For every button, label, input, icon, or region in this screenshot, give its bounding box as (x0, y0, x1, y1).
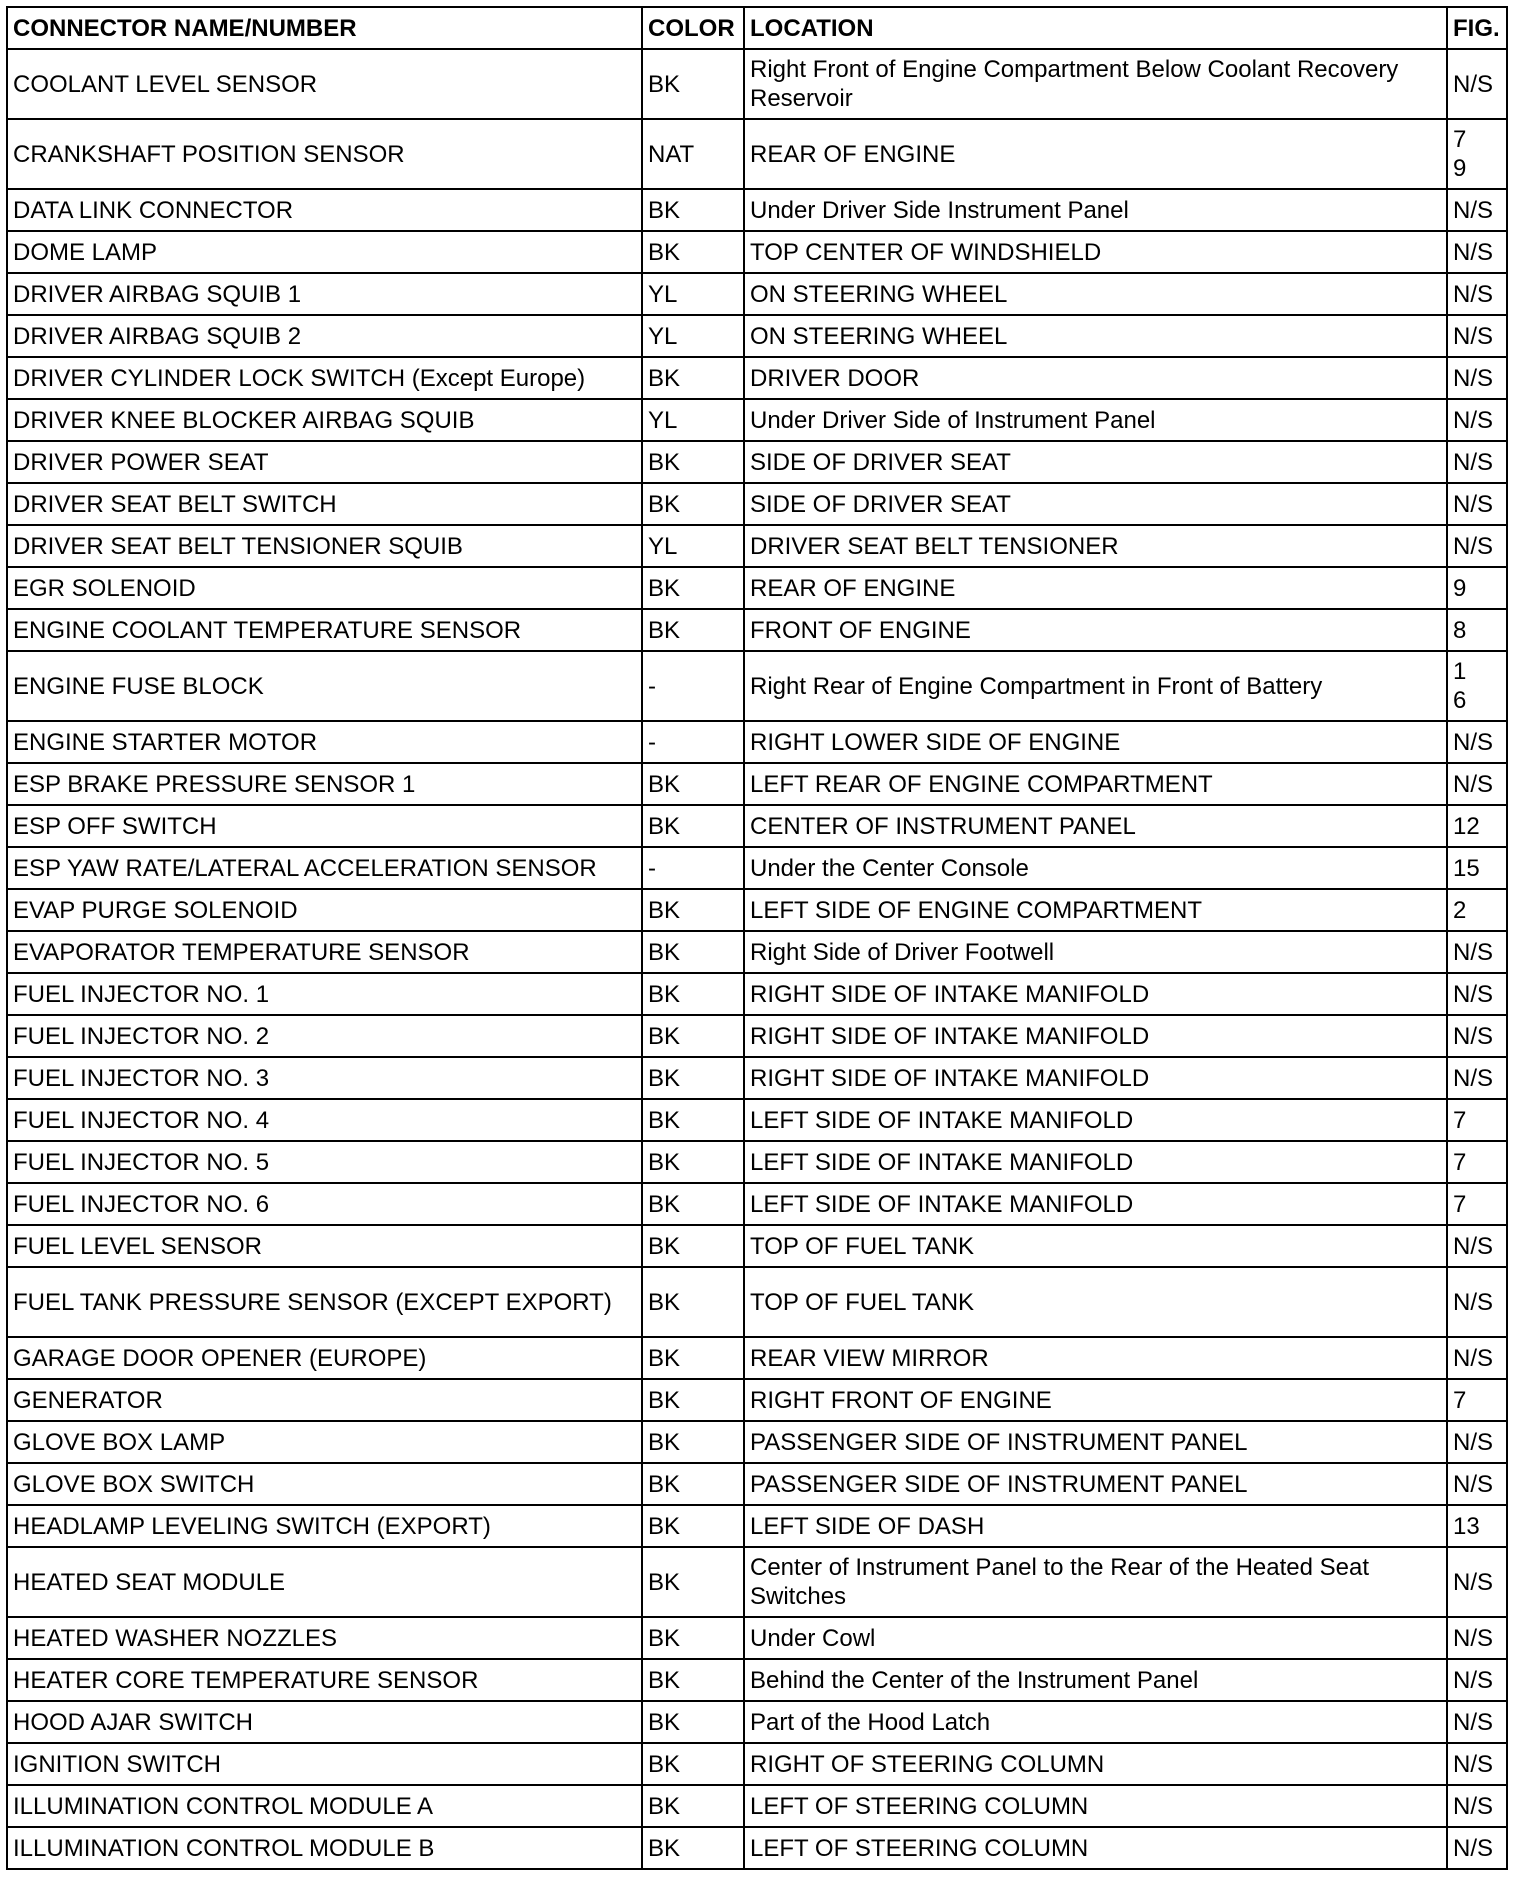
table-body (7, 49, 1507, 1869)
fig-value: 7 (1453, 1386, 1467, 1414)
fig-value: N/S (1453, 1064, 1494, 1092)
fig-value: N/S (1453, 1750, 1494, 1778)
connector-name-cell: FUEL INJECTOR NO. 3 (7, 1057, 642, 1099)
location-cell: Under the Center Console (744, 847, 1447, 889)
connector-name-cell: IGNITION SWITCH (7, 1743, 642, 1785)
fig-value: N/S (1453, 1708, 1494, 1736)
location-cell: REAR OF ENGINE (744, 119, 1447, 189)
table-row (7, 119, 1507, 189)
fig-value: 9 (1453, 155, 1467, 182)
table-row (7, 1057, 1507, 1099)
fig-value: 7 (1453, 1148, 1467, 1176)
table-row (7, 847, 1507, 889)
color-cell: BK (642, 441, 744, 483)
connector-name-cell: GENERATOR (7, 1379, 642, 1421)
fig-value: N/S (1453, 322, 1494, 350)
fig-cell (1447, 1015, 1507, 1057)
table-row (7, 567, 1507, 609)
fig-value: 6 (1453, 687, 1467, 714)
color-cell: - (642, 721, 744, 763)
fig-cell (1447, 567, 1507, 609)
fig-value: 15 (1453, 854, 1480, 882)
connector-name-cell: DRIVER AIRBAG SQUIB 2 (7, 315, 642, 357)
fig-cell (1447, 1267, 1507, 1337)
fig-value: N/S (1453, 1288, 1494, 1316)
fig-value: 12 (1453, 812, 1480, 840)
connector-name-cell: GARAGE DOOR OPENER (EUROPE) (7, 1337, 642, 1379)
table-row (7, 1505, 1507, 1547)
fig-value: N/S (1453, 406, 1494, 434)
table-row (7, 49, 1507, 119)
connector-name-cell: GLOVE BOX LAMP (7, 1421, 642, 1463)
location-cell: Under Driver Side Instrument Panel (744, 189, 1447, 231)
location-cell: LEFT SIDE OF ENGINE COMPARTMENT (744, 889, 1447, 931)
connector-name-cell: GLOVE BOX SWITCH (7, 1463, 642, 1505)
connector-name-cell: ESP BRAKE PRESSURE SENSOR 1 (7, 763, 642, 805)
table-row (7, 399, 1507, 441)
fig-cell (1447, 1743, 1507, 1785)
connector-name-cell: DRIVER CYLINDER LOCK SWITCH (Except Europe) (7, 357, 642, 399)
connector-name-cell: HEATER CORE TEMPERATURE SENSOR (7, 1659, 642, 1701)
fig-value: N/S (1453, 938, 1494, 966)
connector-name-cell: HEATED SEAT MODULE (7, 1547, 642, 1617)
location-cell: TOP OF FUEL TANK (744, 1267, 1447, 1337)
color-cell: BK (642, 1141, 744, 1183)
fig-value: N/S (1453, 1470, 1494, 1498)
fig-cell (1447, 847, 1507, 889)
fig-value: 8 (1453, 616, 1467, 644)
location-cell: Under Cowl (744, 1617, 1447, 1659)
fig-value: N/S (1453, 1428, 1494, 1456)
table-row (7, 1785, 1507, 1827)
color-cell: BK (642, 1337, 744, 1379)
header-location: LOCATION (744, 7, 1447, 49)
fig-value: N/S (1453, 770, 1494, 798)
fig-cell (1447, 231, 1507, 273)
fig-cell (1447, 805, 1507, 847)
fig-value: N/S (1453, 196, 1494, 224)
location-cell: RIGHT OF STEERING COLUMN (744, 1743, 1447, 1785)
fig-value: N/S (1453, 1834, 1494, 1862)
location-cell: PASSENGER SIDE OF INSTRUMENT PANEL (744, 1463, 1447, 1505)
connector-name-cell: EVAP PURGE SOLENOID (7, 889, 642, 931)
connector-location-sheet (6, 6, 1506, 1870)
color-cell: BK (642, 1505, 744, 1547)
color-cell: BK (642, 1659, 744, 1701)
header-color: COLOR (642, 7, 744, 49)
location-cell: REAR VIEW MIRROR (744, 1337, 1447, 1379)
location-cell: LEFT REAR OF ENGINE COMPARTMENT (744, 763, 1447, 805)
color-cell: BK (642, 1057, 744, 1099)
table-row (7, 889, 1507, 931)
table-row (7, 1659, 1507, 1701)
table-row (7, 231, 1507, 273)
fig-cell (1447, 1701, 1507, 1743)
connector-name-cell: HEADLAMP LEVELING SWITCH (EXPORT) (7, 1505, 642, 1547)
connector-name-cell: FUEL INJECTOR NO. 1 (7, 973, 642, 1015)
location-cell: Center of Instrument Panel to the Rear of the Heated Seat Switches (744, 1547, 1447, 1617)
table-row (7, 1421, 1507, 1463)
table-row (7, 1379, 1507, 1421)
fig-cell (1447, 1099, 1507, 1141)
fig-cell (1447, 1617, 1507, 1659)
location-cell: SIDE OF DRIVER SEAT (744, 441, 1447, 483)
table-row (7, 1337, 1507, 1379)
table-row (7, 525, 1507, 567)
location-cell: REAR OF ENGINE (744, 567, 1447, 609)
color-cell: BK (642, 805, 744, 847)
fig-cell (1447, 651, 1507, 721)
fig-cell (1447, 399, 1507, 441)
fig-value: N/S (1453, 1568, 1494, 1596)
color-cell: BK (642, 189, 744, 231)
location-cell: PASSENGER SIDE OF INSTRUMENT PANEL (744, 1421, 1447, 1463)
location-cell: TOP CENTER OF WINDSHIELD (744, 231, 1447, 273)
fig-cell (1447, 1141, 1507, 1183)
location-cell: RIGHT FRONT OF ENGINE (744, 1379, 1447, 1421)
color-cell: BK (642, 1421, 744, 1463)
fig-value: N/S (1453, 1022, 1494, 1050)
color-cell: BK (642, 973, 744, 1015)
connector-name-cell: DRIVER SEAT BELT TENSIONER SQUIB (7, 525, 642, 567)
fig-cell (1447, 315, 1507, 357)
table-row (7, 763, 1507, 805)
color-cell: BK (642, 1183, 744, 1225)
color-cell: - (642, 847, 744, 889)
table-row (7, 609, 1507, 651)
fig-value: N/S (1453, 448, 1494, 476)
location-cell: RIGHT SIDE OF INTAKE MANIFOLD (744, 1015, 1447, 1057)
fig-value: N/S (1453, 1666, 1494, 1694)
table-row (7, 1701, 1507, 1743)
table-row (7, 1225, 1507, 1267)
color-cell: BK (642, 1743, 744, 1785)
fig-value: 7 (1453, 126, 1467, 153)
connector-name-cell: ENGINE FUSE BLOCK (7, 651, 642, 721)
color-cell: BK (642, 49, 744, 119)
table-row (7, 1547, 1507, 1617)
fig-cell (1447, 931, 1507, 973)
table-row (7, 651, 1507, 721)
location-cell: Right Rear of Engine Compartment in Front of Battery (744, 651, 1447, 721)
fig-cell (1447, 1659, 1507, 1701)
fig-value: N/S (1453, 280, 1494, 308)
table-row (7, 483, 1507, 525)
table-row (7, 1141, 1507, 1183)
color-cell: BK (642, 231, 744, 273)
color-cell: BK (642, 483, 744, 525)
table-row (7, 315, 1507, 357)
connector-name-cell: ESP OFF SWITCH (7, 805, 642, 847)
location-cell: RIGHT LOWER SIDE OF ENGINE (744, 721, 1447, 763)
fig-cell (1447, 1785, 1507, 1827)
table-row (7, 1463, 1507, 1505)
table-row (7, 1267, 1507, 1337)
table-row (7, 931, 1507, 973)
connector-name-cell: DRIVER SEAT BELT SWITCH (7, 483, 642, 525)
fig-value: 9 (1453, 574, 1467, 602)
color-cell: BK (642, 567, 744, 609)
color-cell: BK (642, 1015, 744, 1057)
color-cell: BK (642, 357, 744, 399)
location-cell: LEFT SIDE OF DASH (744, 1505, 1447, 1547)
table-row (7, 1743, 1507, 1785)
table-row (7, 1827, 1507, 1869)
table-row (7, 1099, 1507, 1141)
location-cell: CENTER OF INSTRUMENT PANEL (744, 805, 1447, 847)
color-cell: BK (642, 1785, 744, 1827)
fig-value: N/S (1453, 490, 1494, 518)
connector-name-cell: EVAPORATOR TEMPERATURE SENSOR (7, 931, 642, 973)
location-cell: RIGHT SIDE OF INTAKE MANIFOLD (744, 1057, 1447, 1099)
fig-cell (1447, 973, 1507, 1015)
table-header-row (7, 7, 1507, 49)
location-cell: DRIVER SEAT BELT TENSIONER (744, 525, 1447, 567)
fig-value: N/S (1453, 1344, 1494, 1372)
fig-cell (1447, 357, 1507, 399)
connector-name-cell: DRIVER POWER SEAT (7, 441, 642, 483)
fig-value: 13 (1453, 1512, 1480, 1540)
fig-value: 2 (1453, 896, 1467, 924)
table-row (7, 1183, 1507, 1225)
location-cell: LEFT SIDE OF INTAKE MANIFOLD (744, 1099, 1447, 1141)
fig-cell (1447, 1827, 1507, 1869)
fig-cell (1447, 1463, 1507, 1505)
fig-value: N/S (1453, 1792, 1494, 1820)
fig-cell (1447, 483, 1507, 525)
fig-value: N/S (1453, 532, 1494, 560)
fig-cell (1447, 609, 1507, 651)
fig-cell (1447, 763, 1507, 805)
color-cell: BK (642, 1701, 744, 1743)
fig-cell (1447, 1547, 1507, 1617)
location-cell: LEFT OF STEERING COLUMN (744, 1785, 1447, 1827)
fig-value: 7 (1453, 1190, 1467, 1218)
color-cell: YL (642, 525, 744, 567)
fig-cell (1447, 1225, 1507, 1267)
fig-value: N/S (1453, 728, 1494, 756)
fig-cell (1447, 525, 1507, 567)
table-row (7, 973, 1507, 1015)
table-row (7, 357, 1507, 399)
color-cell: BK (642, 1463, 744, 1505)
location-cell: SIDE OF DRIVER SEAT (744, 483, 1447, 525)
fig-cell (1447, 119, 1507, 189)
fig-cell (1447, 1505, 1507, 1547)
color-cell: BK (642, 1267, 744, 1337)
connector-name-cell: DOME LAMP (7, 231, 642, 273)
location-cell: ON STEERING WHEEL (744, 315, 1447, 357)
table-row (7, 441, 1507, 483)
color-cell: YL (642, 315, 744, 357)
fig-cell (1447, 721, 1507, 763)
connector-name-cell: HOOD AJAR SWITCH (7, 1701, 642, 1743)
color-cell: BK (642, 1827, 744, 1869)
fig-value: N/S (1453, 70, 1494, 98)
fig-cell (1447, 1057, 1507, 1099)
connector-name-cell: FUEL INJECTOR NO. 4 (7, 1099, 642, 1141)
fig-value: N/S (1453, 1232, 1494, 1260)
location-cell: Right Front of Engine Compartment Below Coolant Recovery Reservoir (744, 49, 1447, 119)
location-cell: TOP OF FUEL TANK (744, 1225, 1447, 1267)
location-cell: LEFT OF STEERING COLUMN (744, 1827, 1447, 1869)
color-cell: NAT (642, 119, 744, 189)
connector-name-cell: ILLUMINATION CONTROL MODULE A (7, 1785, 642, 1827)
location-cell: DRIVER DOOR (744, 357, 1447, 399)
location-cell: LEFT SIDE OF INTAKE MANIFOLD (744, 1183, 1447, 1225)
connector-name-cell: COOLANT LEVEL SENSOR (7, 49, 642, 119)
connector-name-cell: ENGINE COOLANT TEMPERATURE SENSOR (7, 609, 642, 651)
color-cell: - (642, 651, 744, 721)
color-cell: BK (642, 763, 744, 805)
connector-name-cell: DRIVER KNEE BLOCKER AIRBAG SQUIB (7, 399, 642, 441)
fig-cell (1447, 889, 1507, 931)
color-cell: BK (642, 1225, 744, 1267)
fig-cell (1447, 189, 1507, 231)
fig-value: N/S (1453, 1624, 1494, 1652)
location-cell: RIGHT SIDE OF INTAKE MANIFOLD (744, 973, 1447, 1015)
connector-name-cell: FUEL LEVEL SENSOR (7, 1225, 642, 1267)
connector-name-cell: ENGINE STARTER MOTOR (7, 721, 642, 763)
connector-location-table (6, 6, 1508, 1870)
connector-name-cell: DATA LINK CONNECTOR (7, 189, 642, 231)
location-cell: Under Driver Side of Instrument Panel (744, 399, 1447, 441)
color-cell: BK (642, 1617, 744, 1659)
fig-cell (1447, 49, 1507, 119)
fig-cell (1447, 273, 1507, 315)
color-cell: BK (642, 609, 744, 651)
location-cell: FRONT OF ENGINE (744, 609, 1447, 651)
location-cell: Right Side of Driver Footwell (744, 931, 1447, 973)
location-cell: Behind the Center of the Instrument Panel (744, 1659, 1447, 1701)
fig-value: N/S (1453, 364, 1494, 392)
color-cell: BK (642, 1099, 744, 1141)
fig-cell (1447, 1183, 1507, 1225)
table-row (7, 189, 1507, 231)
fig-cell (1447, 1337, 1507, 1379)
fig-value: N/S (1453, 980, 1494, 1008)
connector-name-cell: HEATED WASHER NOZZLES (7, 1617, 642, 1659)
header-fig: FIG. (1447, 7, 1507, 49)
fig-value: 7 (1453, 1106, 1467, 1134)
color-cell: YL (642, 273, 744, 315)
connector-name-cell: ILLUMINATION CONTROL MODULE B (7, 1827, 642, 1869)
table-row (7, 721, 1507, 763)
table-row (7, 805, 1507, 847)
connector-name-cell: FUEL INJECTOR NO. 2 (7, 1015, 642, 1057)
fig-cell (1447, 1379, 1507, 1421)
connector-name-cell: CRANKSHAFT POSITION SENSOR (7, 119, 642, 189)
connector-name-cell: FUEL INJECTOR NO. 5 (7, 1141, 642, 1183)
location-cell: Part of the Hood Latch (744, 1701, 1447, 1743)
connector-name-cell: FUEL INJECTOR NO. 6 (7, 1183, 642, 1225)
table-row (7, 1617, 1507, 1659)
color-cell: BK (642, 889, 744, 931)
color-cell: BK (642, 931, 744, 973)
location-cell: LEFT SIDE OF INTAKE MANIFOLD (744, 1141, 1447, 1183)
table-row (7, 1015, 1507, 1057)
table-row (7, 273, 1507, 315)
color-cell: YL (642, 399, 744, 441)
fig-value: 1 (1453, 658, 1467, 685)
location-cell: ON STEERING WHEEL (744, 273, 1447, 315)
color-cell: BK (642, 1379, 744, 1421)
fig-value: N/S (1453, 238, 1494, 266)
connector-name-cell: FUEL TANK PRESSURE SENSOR (EXCEPT EXPORT) (7, 1267, 642, 1337)
connector-name-cell: ESP YAW RATE/LATERAL ACCELERATION SENSOR (7, 847, 642, 889)
header-connector-name: CONNECTOR NAME/NUMBER (7, 7, 642, 49)
connector-name-cell: DRIVER AIRBAG SQUIB 1 (7, 273, 642, 315)
fig-cell (1447, 441, 1507, 483)
connector-name-cell: EGR SOLENOID (7, 567, 642, 609)
fig-cell (1447, 1421, 1507, 1463)
color-cell: BK (642, 1547, 744, 1617)
